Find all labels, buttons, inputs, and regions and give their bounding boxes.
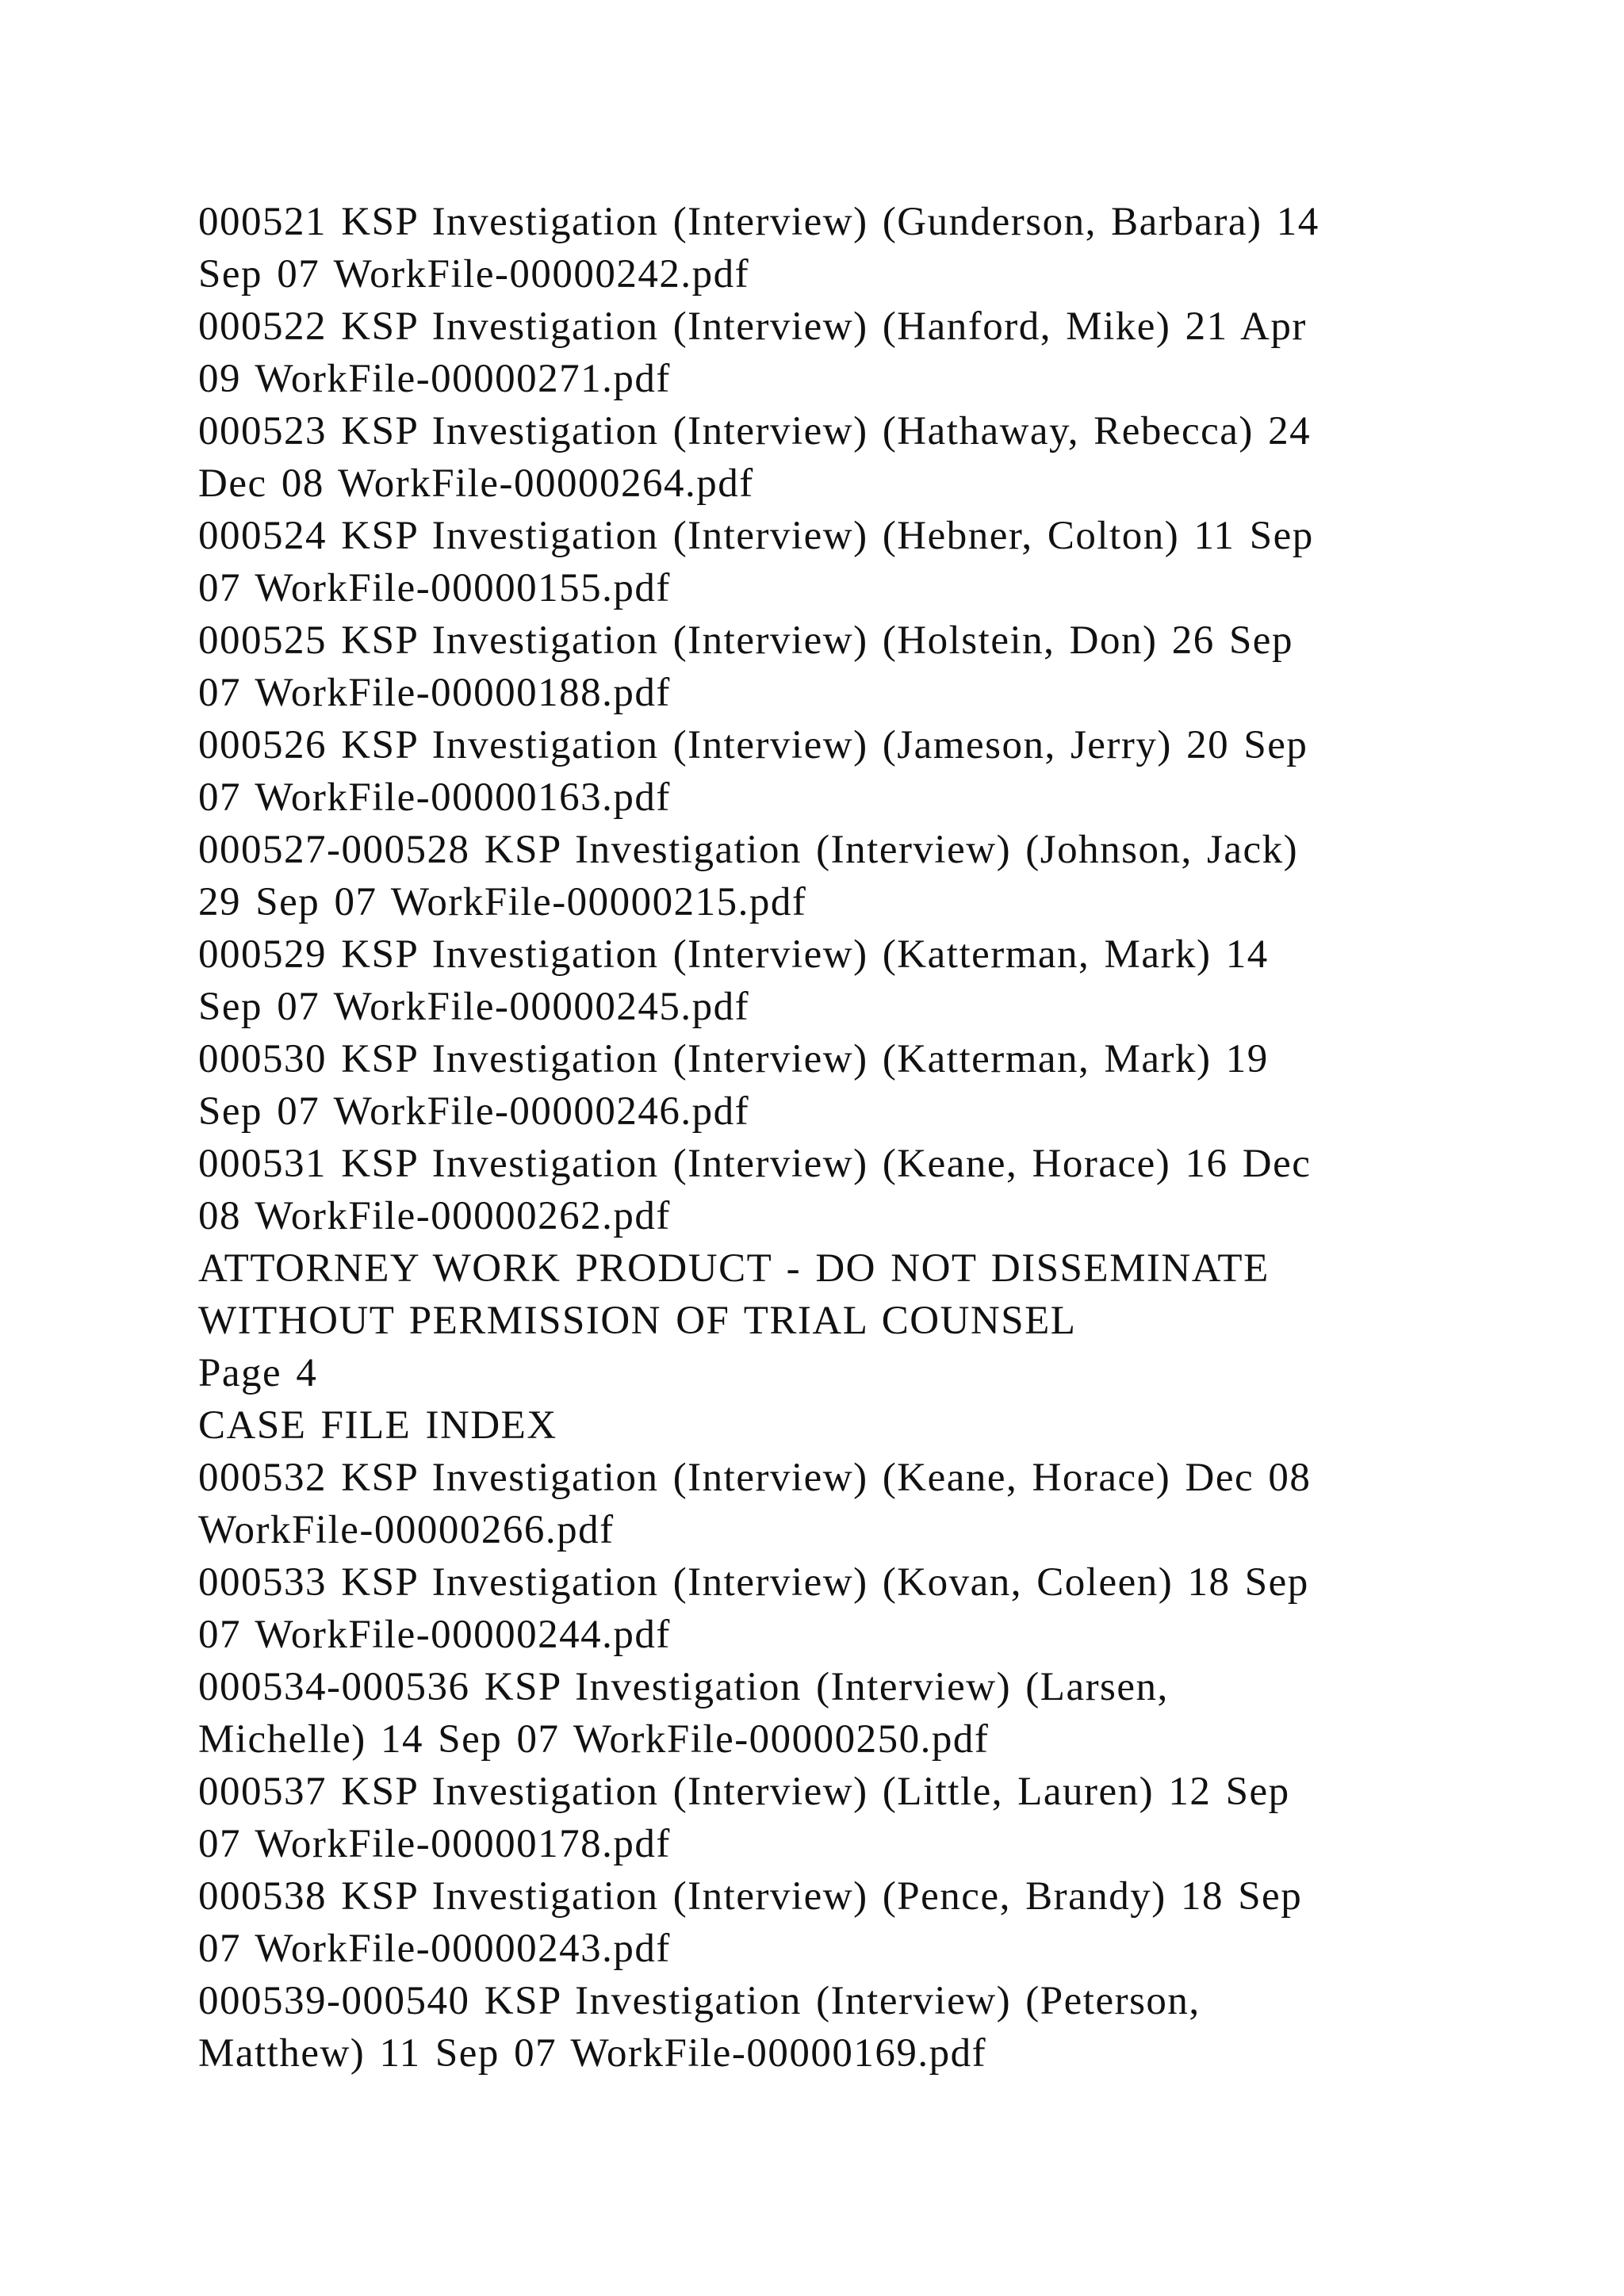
entry-531-line-2: 08 WorkFile-00000262.pdf — [198, 1194, 671, 1238]
entry-530-line-2: Sep 07 WorkFile-00000246.pdf — [198, 1089, 750, 1134]
page-number: Page 4 — [198, 1351, 318, 1395]
entry-537-line-2: 07 WorkFile-00000178.pdf — [198, 1822, 671, 1866]
entry-530-line-1: 000530 KSP Investigation (Interview) (Katterman, Mark) 19 — [198, 1037, 1269, 1081]
entry-534-line-1: 000534-000536 KSP Investigation (Interview) (Larsen, — [198, 1665, 1169, 1709]
entry-532-line-1: 000532 KSP Investigation (Interview) (Keane, Horace) Dec 08 — [198, 1456, 1312, 1500]
entry-533-line-2: 07 WorkFile-00000244.pdf — [198, 1613, 671, 1657]
entry-525-line-2: 07 WorkFile-00000188.pdf — [198, 671, 671, 715]
entry-539-line-1: 000539-000540 KSP Investigation (Interview) (Peterson, — [198, 1979, 1201, 2023]
entry-529-line-2: Sep 07 WorkFile-00000245.pdf — [198, 985, 750, 1029]
entry-526-line-1: 000526 KSP Investigation (Interview) (Jameson, Jerry) 20 Sep — [198, 723, 1308, 767]
entry-524-line-2: 07 WorkFile-00000155.pdf — [198, 566, 671, 610]
entry-527-line-2: 29 Sep 07 WorkFile-00000215.pdf — [198, 880, 807, 924]
entry-522-line-2: 09 WorkFile-00000271.pdf — [198, 357, 671, 401]
entry-527-line-1: 000527-000528 KSP Investigation (Interview) (Johnson, Jack) — [198, 828, 1299, 872]
entry-526-line-2: 07 WorkFile-00000163.pdf — [198, 775, 671, 820]
work-product-notice-line-1: ATTORNEY WORK PRODUCT - DO NOT DISSEMINATE — [198, 1246, 1270, 1291]
work-product-notice-line-2: WITHOUT PERMISSION OF TRIAL COUNSEL — [198, 1299, 1077, 1343]
entry-523-line-2: Dec 08 WorkFile-00000264.pdf — [198, 461, 754, 506]
entry-521-line-1: 000521 KSP Investigation (Interview) (Gunderson, Barbara) 14 — [198, 200, 1320, 244]
entry-524-line-1: 000524 KSP Investigation (Interview) (Hebner, Colton) 11 Sep — [198, 514, 1314, 558]
entry-521-line-2: Sep 07 WorkFile-00000242.pdf — [198, 252, 750, 297]
entry-522-line-1: 000522 KSP Investigation (Interview) (Hanford, Mike) 21 Apr — [198, 304, 1307, 349]
entry-533-line-1: 000533 KSP Investigation (Interview) (Kovan, Coleen) 18 Sep — [198, 1560, 1309, 1605]
entry-525-line-1: 000525 KSP Investigation (Interview) (Holstein, Don) 26 Sep — [198, 618, 1293, 663]
entry-538-line-2: 07 WorkFile-00000243.pdf — [198, 1927, 671, 1971]
entry-532-line-2: WorkFile-00000266.pdf — [198, 1508, 615, 1552]
document-text — [198, 196, 1435, 2080]
entry-539-line-2: Matthew) 11 Sep 07 WorkFile-00000169.pdf — [198, 2031, 987, 2076]
section-heading: CASE FILE INDEX — [198, 1403, 557, 1448]
entry-531-line-1: 000531 KSP Investigation (Interview) (Keane, Horace) 16 Dec — [198, 1142, 1312, 1186]
entry-529-line-1: 000529 KSP Investigation (Interview) (Katterman, Mark) 14 — [198, 932, 1269, 977]
entry-537-line-1: 000537 KSP Investigation (Interview) (Little, Lauren) 12 Sep — [198, 1770, 1290, 1814]
entry-534-line-2: Michelle) 14 Sep 07 WorkFile-00000250.pdf — [198, 1717, 990, 1762]
entry-523-line-1: 000523 KSP Investigation (Interview) (Hathaway, Rebecca) 24 — [198, 409, 1312, 453]
entry-538-line-1: 000538 KSP Investigation (Interview) (Pence, Brandy) 18 Sep — [198, 1874, 1303, 1919]
